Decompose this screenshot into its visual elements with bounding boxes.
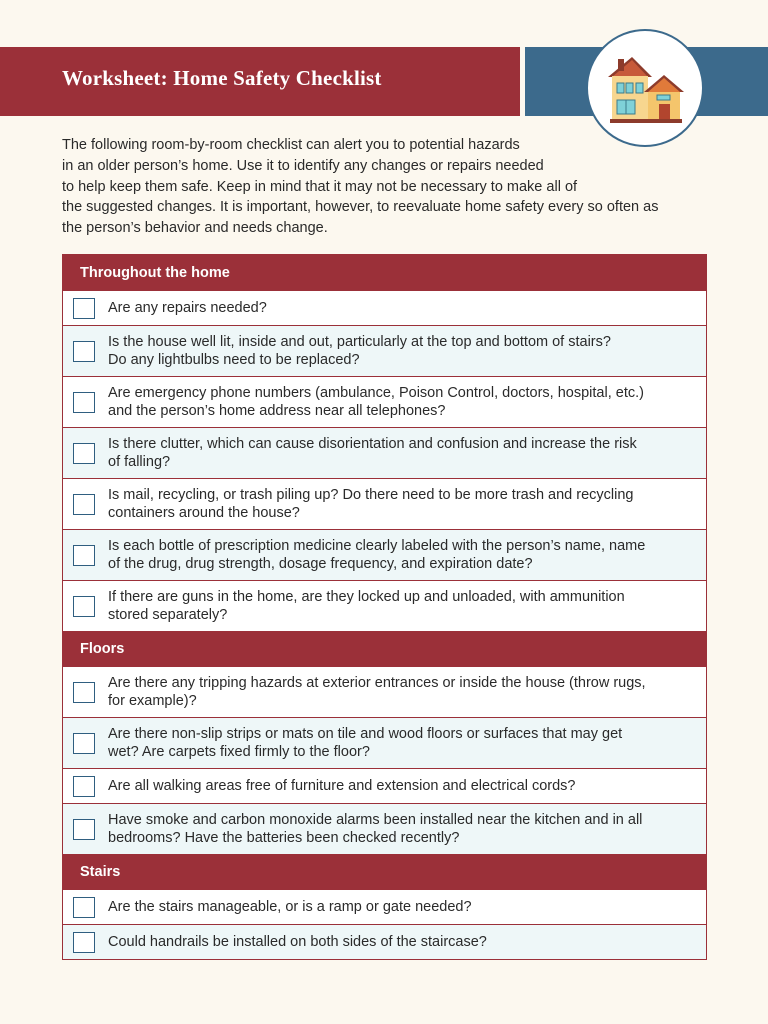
checklist-item-text	[108, 486, 633, 523]
checklist-item-line: wet? Are carpets fixed firmly to the floor?	[108, 744, 370, 760]
checklist-item-line: Do any lightbulbs need to be replaced?	[108, 352, 360, 368]
checklist-item-line: Are there any tripping hazards at exterior entrances or inside the house (throw rugs,	[108, 674, 646, 691]
section-title: Floors	[80, 641, 125, 657]
checklist-item-text	[108, 435, 637, 472]
section-header	[63, 255, 706, 290]
checklist-item-line: Is there clutter, which can cause disorientation and confusion and increase the risk	[108, 435, 637, 452]
section-header	[63, 854, 706, 889]
checkbox[interactable]	[73, 897, 95, 918]
checklist-item-text	[108, 299, 267, 318]
logo-badge	[586, 29, 704, 147]
checkbox[interactable]	[73, 733, 95, 754]
checkbox[interactable]	[73, 682, 95, 703]
checkbox[interactable]	[73, 776, 95, 797]
checklist-item-text	[108, 811, 642, 848]
checklist-item-text	[108, 537, 645, 574]
house-icon	[606, 49, 686, 129]
checklist-item	[63, 889, 706, 924]
checklist-item-line: Are emergency phone numbers (ambulance, Poison Control, doctors, hospital, etc.)	[108, 384, 644, 401]
checklist-item-line: Are any repairs needed?	[108, 299, 267, 316]
checkbox[interactable]	[73, 392, 95, 413]
checklist-item-line: Are all walking areas free of furniture and extension and electrical cords?	[108, 777, 576, 794]
intro-paragraph	[62, 135, 712, 239]
checkbox[interactable]	[73, 494, 95, 515]
checkbox[interactable]	[73, 819, 95, 840]
checklist-item-line: Is each bottle of prescription medicine clearly labeled with the person’s name, name	[108, 537, 646, 554]
intro-line: The following room-by-room checklist can alert you to potential hazards	[62, 137, 520, 153]
page-title: Worksheet: Home Safety Checklist	[62, 66, 382, 90]
checklist-item	[63, 325, 706, 376]
checklist-item-text	[108, 333, 611, 370]
checklist-item-line: If there are guns in the home, are they locked up and unloaded, with ammunition	[108, 588, 625, 605]
checklist-item-text	[108, 725, 622, 762]
checklist-item	[63, 924, 706, 959]
checklist-item-line: Is the house well lit, inside and out, particularly at the top and bottom of stairs?	[108, 333, 611, 350]
checklist-item-text	[108, 898, 472, 917]
checklist-item-line: Have smoke and carbon monoxide alarms been installed near the kitchen and in all	[108, 811, 643, 828]
safety-checklist-table	[62, 254, 707, 960]
checklist-item	[63, 427, 706, 478]
checklist-item-text	[108, 674, 646, 711]
checklist-item-text	[108, 933, 487, 952]
section-title: Stairs	[80, 864, 121, 880]
intro-line: the person’s behavior and needs change.	[62, 220, 328, 237]
intro-line: to help keep them safe. Keep in mind that it may not be necessary to make all of	[62, 178, 578, 195]
checklist-item	[63, 580, 706, 631]
checklist-item-text	[108, 777, 575, 796]
section-title: Throughout the home	[80, 264, 230, 281]
checklist-item	[63, 666, 706, 717]
checklist-item	[63, 290, 706, 325]
checklist-item	[63, 376, 706, 427]
checklist-item-line: of the drug, drug strength, dosage frequency, and expiration date?	[108, 556, 533, 572]
checklist-item	[63, 803, 706, 854]
checkbox[interactable]	[73, 443, 95, 464]
checklist-item-line: and the person’s home address near all telephones?	[108, 403, 446, 419]
checklist-item	[63, 478, 706, 529]
checklist-item	[63, 529, 706, 580]
checklist-item-line: bedrooms? Have the batteries been checked recently?	[108, 830, 460, 846]
intro-line: the suggested changes. It is important, however, to reevaluate home safety every so often as	[62, 199, 659, 216]
checkbox[interactable]	[73, 596, 95, 617]
checklist-item-line: Are the stairs manageable, or is a ramp or gate needed?	[108, 898, 472, 915]
intro-line: in an older person’s home. Use it to identify any changes or repairs needed	[62, 157, 544, 174]
checkbox[interactable]	[73, 341, 95, 362]
checklist-item-line: of falling?	[108, 454, 171, 470]
checklist-item-line: for example)?	[108, 693, 197, 709]
checklist-item-line: Are there non-slip strips or mats on tile and wood floors or surfaces that may get	[108, 725, 623, 742]
checkbox[interactable]	[73, 545, 95, 566]
checklist-item-line: stored separately?	[108, 607, 228, 623]
checklist-item-line: Is mail, recycling, or trash piling up? Do there need to be more trash and recycling	[108, 486, 634, 503]
checklist-item-line: containers around the house?	[108, 505, 300, 521]
checklist-item	[63, 768, 706, 803]
checklist-item-text	[108, 588, 625, 625]
checklist-item	[63, 717, 706, 768]
checklist-item-line: Could handrails be installed on both sides of the staircase?	[108, 933, 487, 950]
checklist-item-text	[108, 384, 644, 421]
checkbox[interactable]	[73, 298, 95, 319]
checkbox[interactable]	[73, 932, 95, 953]
section-header	[63, 631, 706, 666]
